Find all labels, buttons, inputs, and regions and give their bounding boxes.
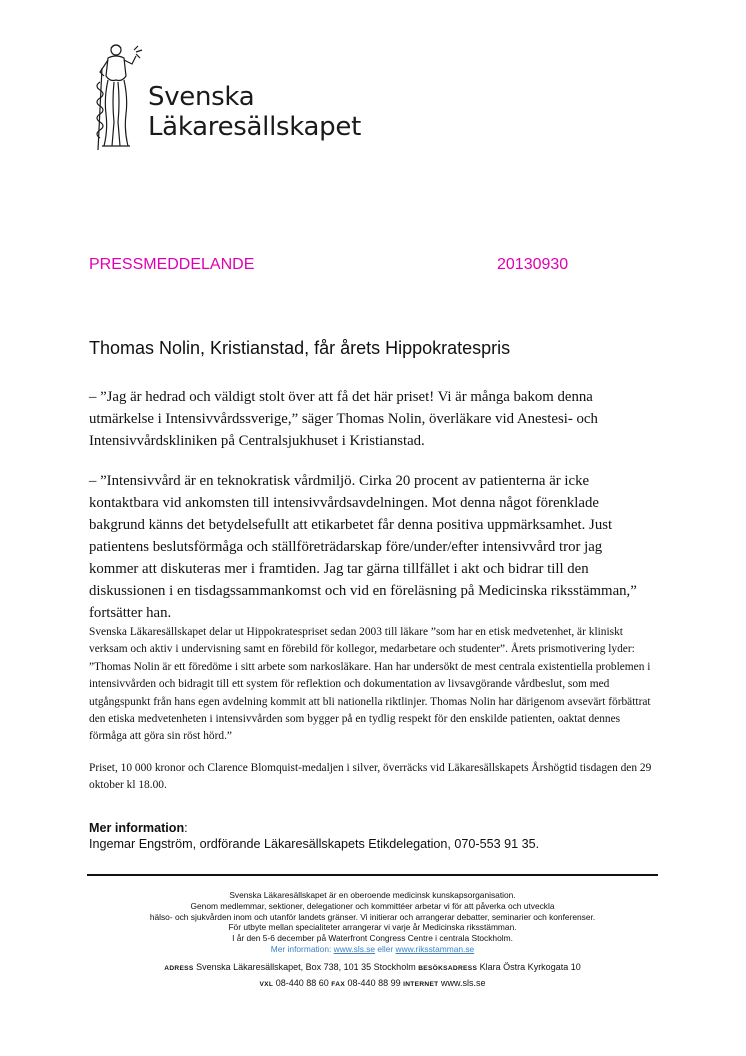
besok-label: BESÖKSADRESS	[418, 964, 478, 972]
fax-value: 08-440 88 99	[347, 977, 401, 988]
internet-value: www.sls.se	[441, 977, 486, 988]
vxl-label: VXL	[259, 980, 274, 988]
more-info-contact: Ingemar Engström, ordförande Läkaresällskapets Etikdelegation, 070-553 91 35.	[89, 837, 540, 851]
quote-paragraph-1	[89, 386, 649, 452]
paragraph-text: Svenska Läkaresällskapet delar ut Hippokratespriset sedan 2003 till läkare ”som har en etisk medvetenhet, är kliniskt verksam och aktiv i undervisning samt en förebild för kollegor, medarbetare och studenter”. Årets prismotivering lyder: ”Thomas Nolin är ett föredöme i sitt arbete som narkosläkare. Han har undersökt de mest centrala existentiella problemen i intensivvården och bidragit till ett system för reflektion och dokumentation av livsavgörande vårdbeslut, som med utgångspunkt från hans egen avdelning kommit att bli nationella riktlinjer. Thomas Nolin har därigenom avsevärt förbättrat den etiska medvetenheten i intensivvården som bygger på en tydlig respekt för den enskilde patienten, oaktat dennes förmåga att göra sin röst hörd.”	[89, 626, 651, 743]
prize-description	[89, 624, 659, 746]
logo-line-2: Läkaresällskapet	[148, 112, 361, 142]
footer-line: För utbyte mellan specialiteter arrangerar vi varje år Medicinska riksstämman.	[228, 922, 517, 933]
adress-label: ADRESS	[164, 964, 194, 972]
logo-line-1: Svenska	[148, 82, 255, 112]
paragraph-text: – ”Intensivvård är en teknokratisk vårdmiljö. Cirka 20 procent av patienterna är icke kontaktbara vid ankomsten till intensivvårdsavdelningen. Mot denna något förenklade bakgrund känns det betydelsefullt att etikarbetet får denna positiva uppmärksamhet. Just patientens beslutsförmåga och ställföreträdarskap före/under/efter intensivvård tror jag kommer att diskuteras mer i framtiden. Jag tar gärna tillfället i akt och bidrar till den diskussionen i en tisdagssammankomst och vid en föreläsning på Medicinska riksstämman,” fortsätter han.	[89, 473, 637, 621]
footer-contact-line	[87, 976, 658, 992]
footer	[87, 890, 658, 992]
internet-label: INTERNET	[403, 980, 439, 988]
paragraph-text: – ”Jag är hedrad och väldigt stolt över att få det här priset! Vi är många bakom denna utmärkelse i Intensivvårdssverige,” säger Thomas Nolin, överläkare vid Anestesi- och Intensivvårdskliniken på Centralsjukhuset i Kristianstad.	[89, 389, 598, 449]
footer-more-prefix: Mer information:	[270, 943, 334, 954]
more-info-heading: Mer information	[89, 821, 185, 835]
footer-link-riksstamman[interactable]: www.riksstamman.se	[395, 943, 475, 954]
footer-link-sls[interactable]: www.sls.se	[333, 943, 376, 954]
footer-more-mid: eller	[375, 943, 396, 954]
besok-value: Klara Östra Kyrkogata 10	[479, 961, 581, 972]
more-info	[89, 820, 689, 852]
footer-line: I år den 5-6 december på Waterfront Congress Centre i centrala Stockholm.	[232, 933, 513, 944]
footer-line: hälso- och sjukvården inom och utanför landets gränser. Vi initierar och arrangerar debatter, seminarier och konferenser.	[149, 911, 596, 922]
logo	[86, 42, 361, 152]
quote-paragraph-2	[89, 470, 655, 624]
fax-label: FAX	[331, 980, 346, 988]
adress-value: Svenska Läkaresällskapet, Box 738, 101 35 Stockholm	[196, 961, 416, 972]
page-title: Thomas Nolin, Kristianstad, får årets Hippokratespris	[89, 338, 511, 358]
footer-line: Genom medlemmar, sektioner, delegationer och kommittéer arbetar vi för att påverka och utveckla	[190, 900, 555, 911]
press-release-date: 20130930	[497, 256, 569, 273]
more-info-colon: :	[184, 821, 188, 835]
footer-more-info	[87, 944, 658, 955]
footer-line: Svenska Läkaresällskapet är en oberoende medicinsk kunskapsorganisation.	[229, 890, 516, 900]
footer-divider	[87, 874, 658, 876]
prize-details	[89, 760, 659, 795]
press-release-label: PRESSMEDDELANDE	[89, 256, 255, 273]
paragraph-text: Priset, 10 000 kronor och Clarence Blomquist-medaljen i silver, överräcks vid Läkaresällskapets Årshögtid tisdagen den 29 oktober kl 18.00.	[89, 762, 652, 792]
asclepius-figure-icon	[86, 42, 146, 152]
vxl-value: 08-440 88 60	[275, 977, 329, 988]
footer-address-line	[87, 960, 658, 976]
